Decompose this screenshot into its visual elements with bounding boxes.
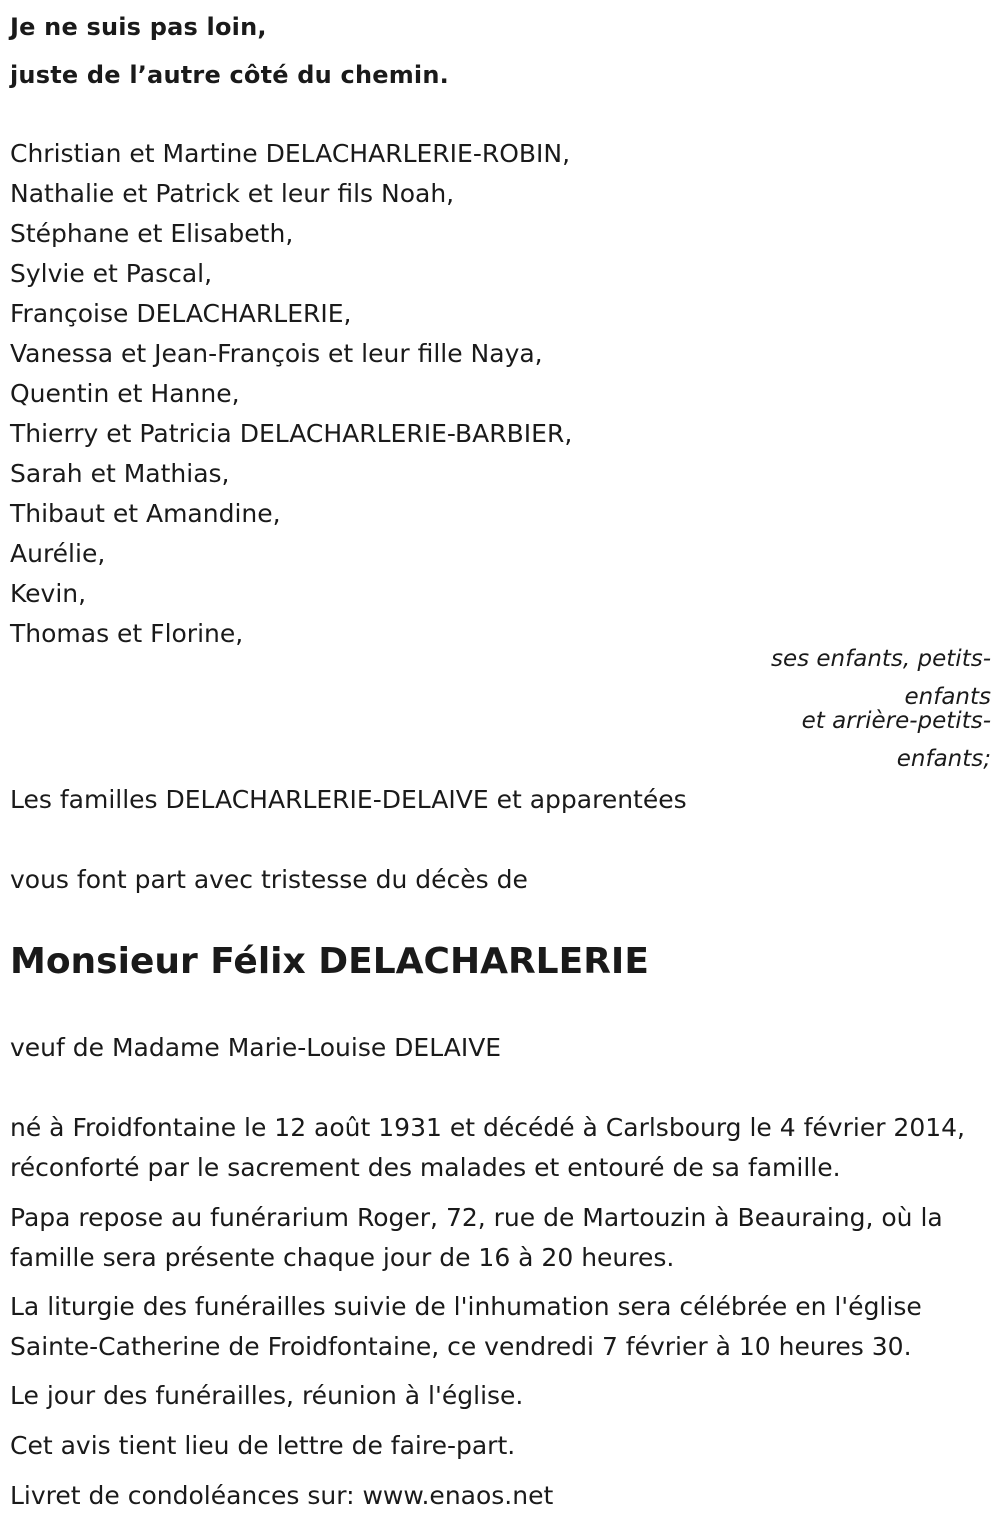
family-member: Thibaut et Amandine,	[10, 499, 281, 528]
family-member: Christian et Martine DELACHARLERIE-ROBIN,	[10, 139, 571, 168]
family-member: Sylvie et Pascal,	[10, 259, 213, 288]
family-member: Stéphane et Elisabeth,	[10, 219, 294, 248]
family-member: Thomas et Florine,	[10, 619, 244, 648]
funerarium-paragraph: Papa repose au funérarium Roger, 72, rue de Martouzin à Beauraing, où la famille sera présente chaque jour de 16 à 20 heures.	[10, 1203, 943, 1272]
relation-caption	[731, 640, 991, 778]
family-members-list	[10, 134, 572, 654]
meeting-paragraph: Le jour des funérailles, réunion à l'église.	[10, 1381, 524, 1410]
widower-line: veuf de Madame Marie-Louise DELAIVE	[10, 1033, 502, 1062]
motto-line-1: Je ne suis pas loin,	[10, 13, 267, 41]
deceased-name: Monsieur Félix DELACHARLERIE	[10, 941, 649, 982]
relation-children: ses enfants, petits-enfants	[770, 646, 991, 710]
relation-great-grandchildren: et arrière-petits-enfants;	[801, 708, 991, 772]
family-member: Françoise DELACHARLERIE,	[10, 299, 352, 328]
notice-paragraph: Cet avis tient lieu de lettre de faire-part.	[10, 1431, 516, 1460]
liturgy-paragraph: La liturgie des funérailles suivie de l'inhumation sera célébrée en l'église Sainte-Catherine de Froidfontaine, ce vendredi 7 février à 10 heures 30.	[10, 1292, 922, 1361]
families-line: Les familles DELACHARLERIE-DELAIVE et apparentées	[10, 785, 687, 814]
birth-death-paragraph: né à Froidfontaine le 12 août 1931 et décédé à Carlsbourg le 4 février 2014, réconforté par le sacrement des malades et entouré de sa famille.	[10, 1113, 965, 1182]
family-member: Sarah et Mathias,	[10, 459, 230, 488]
family-member: Quentin et Hanne,	[10, 379, 240, 408]
condolences-paragraph: Livret de condoléances sur: www.enaos.net	[10, 1481, 554, 1510]
family-member: Vanessa et Jean-François et leur fille Naya,	[10, 339, 543, 368]
family-member: Nathalie et Patrick et leur fils Noah,	[10, 179, 455, 208]
family-member: Aurélie,	[10, 539, 106, 568]
family-member: Thierry et Patricia DELACHARLERIE-BARBIER,	[10, 419, 573, 448]
announcement-line: vous font part avec tristesse du décès de	[10, 865, 528, 894]
family-member: Kevin,	[10, 579, 87, 608]
motto-line-2: juste de l’autre côté du chemin.	[10, 61, 449, 89]
